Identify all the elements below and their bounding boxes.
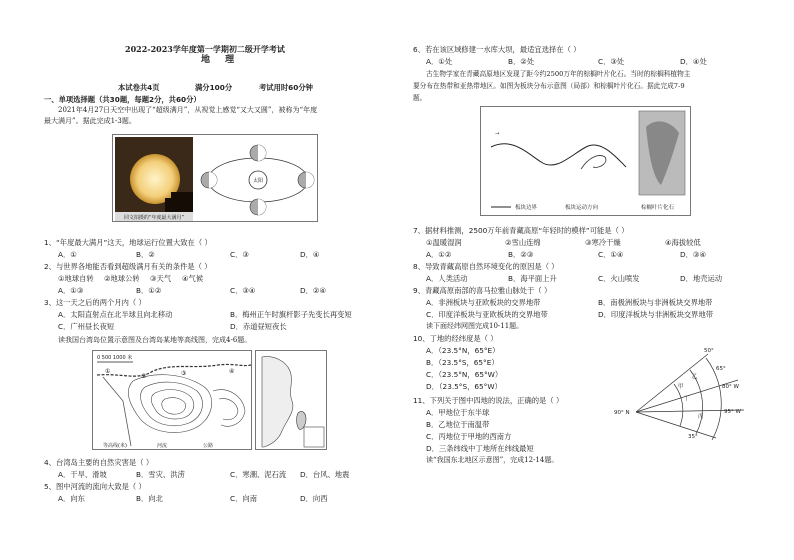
- q2-cond-3: ③天气: [150, 274, 172, 283]
- q2-option-a[interactable]: A．①③: [58, 286, 84, 295]
- building-silhouette: [171, 192, 193, 212]
- plate-figure-svg: [481, 107, 692, 217]
- q3-option-b[interactable]: B．梅州正午时旗杆影子先变长再变短: [230, 310, 352, 319]
- grid-label-90n: 90° N: [614, 410, 630, 416]
- q2-cond-1: ①地球自转: [58, 274, 94, 283]
- contour-map: [92, 350, 252, 450]
- q7-option-c[interactable]: C．①④: [598, 250, 624, 259]
- q8-stem: 8、导致青藏高原自然环境变化的原因是（ ）: [413, 262, 559, 271]
- q11-option-a[interactable]: A．甲地位于东半球: [426, 408, 490, 417]
- q9-option-a[interactable]: A．非洲板块与亚欧板块的交界地带: [426, 298, 541, 307]
- taiwan-location-svg: [256, 351, 328, 451]
- grid-label-95w: 95° W: [724, 409, 741, 415]
- q3-option-c[interactable]: C．广州昼长夜短: [58, 322, 115, 331]
- grid-label-65: 65°: [716, 366, 726, 372]
- intro-line-1: 2021年4月27日天空中出现了“超级满月”，从视觉上感觉“又大又圆”，被称为“年度: [58, 106, 318, 114]
- q10-option-c[interactable]: C．（23.5°N，65°W）: [426, 370, 503, 379]
- q6-option-d[interactable]: D．④处: [680, 57, 707, 66]
- q6-option-c[interactable]: C．③处: [598, 57, 625, 66]
- q6-option-b[interactable]: B．②处: [508, 57, 535, 66]
- taiwan-island: [297, 411, 306, 429]
- q7-cond-4: ④海拔较低: [665, 238, 701, 247]
- q10-stem: 10、丁地的经纬度是（ ）: [413, 334, 498, 343]
- q4-option-b[interactable]: B．雪灾、洪涝: [136, 470, 185, 479]
- label-4: ④: [229, 368, 235, 375]
- q8-option-d[interactable]: D．地壳运动: [680, 274, 723, 283]
- lat-long-grid: [612, 342, 752, 442]
- q10-option-b[interactable]: B．（23.5°S，65°E）: [426, 358, 499, 367]
- moon-caption: 同文拍摄的“年度最大满月”: [123, 215, 185, 221]
- grid-point-jia: 甲: [678, 384, 684, 390]
- material-7-9-line2: 要分布在热带和亚热带地区。如图为板块分布示意图（局部）和棕榈叶片化石。据此完成7-9: [413, 82, 685, 90]
- q8-option-a[interactable]: A．人类活动: [426, 274, 468, 283]
- q2-option-c[interactable]: C．③④: [230, 286, 256, 295]
- meta-score: 满分100分: [195, 83, 233, 92]
- q9-stem: 9、青藏高原南部的喜马拉雅山脉处于（ ）: [413, 286, 552, 295]
- label-3: ③: [181, 370, 187, 377]
- svg-text:→: →: [495, 131, 500, 137]
- material-10-11: 读下面经纬网图完成10-11题。: [426, 322, 524, 330]
- q7-cond-2: ②雪山连绵: [505, 238, 541, 247]
- q4-option-d[interactable]: D．台风、地震: [300, 470, 350, 479]
- subject-title: 地 理: [201, 55, 241, 65]
- q7-stem: 7、据材料推测，2500万年前青藏高原“年轻时的模样”可能是（ ）: [413, 226, 629, 235]
- grid-label-50: 50°: [704, 348, 714, 354]
- q4-stem: 4、台湾岛主要的自然灾害是（ ）: [44, 458, 154, 467]
- inset-box: [304, 427, 324, 447]
- q10-option-a[interactable]: A．（23.5°N，65°E）: [426, 346, 500, 355]
- meta-pages: 本试卷共4页: [118, 83, 160, 92]
- q7-option-d[interactable]: D．③④: [680, 250, 706, 259]
- river: [97, 364, 251, 376]
- q11-option-b[interactable]: B．乙地位于南温带: [426, 420, 490, 429]
- material-7-9-line3: 题。: [413, 94, 427, 102]
- legend-contour: 等高线(米): [103, 443, 127, 449]
- q2-cond-4: ④气候: [182, 274, 204, 283]
- material-4-6: 读我国台湾岛位置示意图及台湾岛某地等高线图，完成4-6题。: [58, 336, 252, 344]
- q5-option-a[interactable]: A．向东: [58, 494, 85, 503]
- grid-label-80w: 80° W: [722, 384, 739, 390]
- exam-title: 2022-2023学年度第一学期初二级开学考试: [125, 44, 285, 54]
- taiwan-location-map: [255, 350, 327, 450]
- q4-option-c[interactable]: C．寒潮、泥石流: [230, 470, 287, 479]
- grid-point-bing: 丙: [698, 414, 704, 420]
- q9-option-b[interactable]: B．南极洲板块与非洲板块交界地带: [598, 298, 713, 307]
- grid-point-ding: 丁: [684, 396, 690, 402]
- material-12-14: 读“我国东北地区示意图”，完成12-14题。: [426, 456, 559, 464]
- label-1: ①: [105, 368, 111, 375]
- q7-cond-1: ①温暖湿润: [426, 238, 462, 247]
- q3-option-a[interactable]: A．太阳直射点在北半球且向北移动: [58, 310, 173, 319]
- contour-lines: [128, 375, 245, 433]
- meta-time: 考试用时60分钟: [259, 83, 313, 92]
- mainland-coast: [262, 357, 293, 447]
- q7-option-b[interactable]: B．②③: [508, 250, 534, 259]
- q3-stem: 3、这一天之后的两个月内（ ）: [44, 298, 146, 307]
- plate-figure: [480, 106, 691, 216]
- q1-option-a[interactable]: A．①: [58, 250, 77, 259]
- q6-option-a[interactable]: A．①处: [426, 57, 453, 66]
- q1-option-b[interactable]: B．②: [136, 250, 155, 259]
- contour-map-svg: [93, 351, 253, 451]
- q1-option-c[interactable]: C．③: [230, 250, 249, 259]
- intro-line-2: 最大满月”。据此完成1-3题。: [44, 117, 136, 125]
- q1-option-d[interactable]: D．④: [300, 250, 320, 259]
- q9-option-d[interactable]: D．印度洋板块与非洲板块交界地带: [598, 310, 714, 319]
- grid-lines: [636, 354, 744, 440]
- q2-cond-2: ②地球公转: [104, 274, 140, 283]
- q2-option-d[interactable]: D．②④: [300, 286, 326, 295]
- q9-option-c[interactable]: C．印度洋板块与亚欧板块的交界地带: [426, 310, 548, 319]
- grid-point-yi: 乙: [692, 374, 698, 380]
- q10-option-d[interactable]: D．（23.5°S，65°W）: [426, 382, 502, 391]
- q8-option-c[interactable]: C．火山喷发: [598, 274, 640, 283]
- legend-fossil: 棕榈叶片化石: [641, 205, 675, 211]
- legend-boundary: 板块边界: [515, 205, 538, 211]
- moon-figure-svg: [113, 135, 319, 223]
- q11-option-d[interactable]: D．三条纬线中丁地所在纬线最短: [426, 444, 534, 453]
- section-heading: 一、单项选择题（共30题，每题2分，共60分）: [44, 95, 201, 104]
- lat-long-grid-svg: [612, 342, 752, 442]
- q2-option-b[interactable]: B．①②: [136, 286, 162, 295]
- moon-figure: [112, 134, 318, 222]
- label-2: ②: [141, 373, 147, 380]
- q11-option-c[interactable]: C．丙地位于甲地的西南方: [426, 432, 512, 441]
- road: [103, 377, 131, 446]
- legend-river: 河流: [157, 443, 168, 449]
- q5-stem: 5、图中河流的流向大致是（ ）: [44, 482, 146, 491]
- legend-road: 公路: [203, 443, 214, 449]
- q8-option-b[interactable]: B．海平面上升: [508, 274, 557, 283]
- legend-movement: 板块运动方向: [565, 205, 599, 211]
- grid-label-35: 35°: [688, 434, 698, 440]
- contour-scale: 0 500 1000 米: [97, 355, 133, 361]
- q3-option-d[interactable]: D．赤道昼短夜长: [230, 322, 287, 331]
- q5-option-c[interactable]: C．向南: [230, 494, 257, 503]
- sun-label: 太阳: [252, 178, 264, 184]
- q11-stem: 11、下列关于图中四地的说法，正确的是（ ）: [413, 396, 564, 405]
- q6-stem: 6、若在该区域修建一水库大坝，最适宜选择在（ ）: [413, 45, 581, 54]
- q5-option-d[interactable]: D．向西: [300, 494, 328, 503]
- q1-stem: 1、“年度最大满月”这天，地球运行位置大致在（ ）: [44, 238, 212, 247]
- q7-cond-3: ③寒冷干燥: [585, 238, 621, 247]
- q4-option-a[interactable]: A．干旱、滑坡: [58, 470, 107, 479]
- q2-stem: 2、与世界各地能否看到超级满月有关的条件是（ ）: [44, 262, 212, 271]
- material-7-9-line1: 古生物学家在青藏高原地区发现了距今约2500万年的棕榈叶片化石。当时的棕榈科植物主: [426, 70, 691, 78]
- q7-option-a[interactable]: A．①②: [426, 250, 452, 259]
- q5-option-b[interactable]: B．向北: [136, 494, 163, 503]
